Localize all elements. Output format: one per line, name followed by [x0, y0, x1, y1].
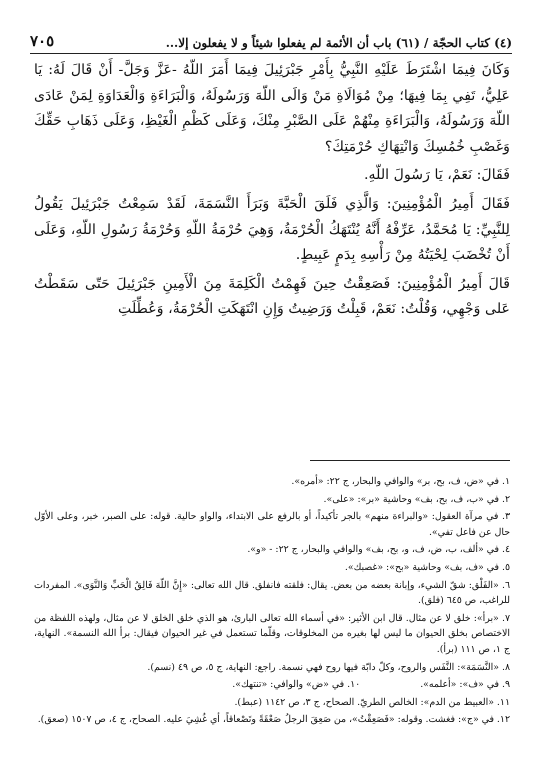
- main-text: [34, 58, 510, 326]
- footnote-pair: [34, 677, 510, 695]
- footnote: ٢. في «ب، ف، بح، بف» وحاشية «بر»: «على».: [323, 493, 510, 505]
- paragraph: فَقَالَ: نَعَمْ، يَا رَسُولَ اللّهِ.: [364, 167, 510, 184]
- footnote: ٦. «الفَلْق: شقّ الشيء، وإبانة بعضه من بعض. يقال: فلقته فانفلق. قال الله تعالى: «إِنَّ اللّهَ فَالِقُ الْحَبِّ وَالنَّوَى». المفردات للراغب، ص ٦٤٥ (فلق).: [34, 579, 510, 607]
- footnote: ١٢. في «ج»: فغشت. وقوله: «فَصَعِقْتُ»، من صَعِقَ الرجلُ صَعْقَةً وتَصْعاقاً، أي غُشِيَ عليه. الصحاح، ج ٤، ص ١٥٠٧ (صعق).: [37, 714, 510, 726]
- footnote: ٣. في مرآة العقول: «والبراءة منهم» بالجر تأكيداً، أو بالرفع على الابتداء، والواو حالية. قوله: على الصبر، خبر، وعلى الأوّل حال عن فاعل تفي».: [34, 511, 510, 538]
- footnote: ٥. في «ف، بف» وحاشية «بح»: «غصبك».: [344, 561, 510, 573]
- chapter-title: (٤) كتاب الحجّة / (٦١) باب أن الأئمة لم يفعلوا شيئاً و لا يفعلون إلا...: [165, 36, 512, 50]
- footnote: ٤. في «ألف، ب، ض، ف، و، بح، بف» والوافي والبحار، ج ٢٢: - «و».: [247, 544, 510, 556]
- paragraph: قَالَ أَمِيرُ الْمُؤْمِنِينَ: فَصَعِقْتُ حِينَ فَهِمْتُ الْكَلِمَةَ مِنَ الْأَمِينِ جَبْرَئِيلَ حَتّى سَقَطْتُ عَلى وَجْهِي، وَقُلْتُ: نَعَمْ، قَبِلْتُ وَرَضِيتُ وَإِنِ انْتَهَكَتِ الْحُرْمَةُ، وَعُطِّلَتِ: [34, 275, 510, 318]
- paragraph: فَقَالَ أَمِيرُ الْمُؤْمِنِينَ: وَالَّذِي فَلَقَ الْحَبَّةَ وَبَرَأَ النَّسَمَةَ، لَقَدْ سَمِعْتُ جَبْرَئِيلَ يَقُولُ لِلنَّبِيِّ: يَا مُحَمَّدُ، عَرِّفْهُ أَنَّهُ يُنْتَهَكُ الْحُرْمَةُ، وَهِيَ حُرْمَةُ اللّهِ وَحُرْمَةُ رَسُولِ اللّهِ، وَعَلَى أَنْ تُخْضَبَ لِحْيَتُهُ مِنْ رَأْسِهِ بِدَمٍ عَبِيطٍ.: [34, 195, 510, 264]
- footnote: ٨. «النَّسَمَة»: النَّفَس والروح، وكلّ دابّة فيها روح فهي نسمة. راجع: النهاية، ج ٥، ص ٤٩ (نسم).: [147, 661, 510, 673]
- footnote: ١٠. في «ض» والوافي: «تنتهك».: [232, 679, 361, 691]
- footnote: ١. في «ض، ف، بح، بر» والوافي والبحار، ج ٢٢: «أمره».: [291, 476, 510, 487]
- paragraph: وَكَانَ فِيمَا اشْتَرَطَ عَلَيْهِ النَّبِيُّ بِأَمْرِ جَبْرَئِيلَ فِيمَا أَمَرَ اللّهُ -عَزَّ وَجَلَّ- أَنْ قَالَ لَهُ: يَا عَلِيُّ، تَفِي بِمَا فِيهَا؛ مِنْ مُوَالَاةِ مَنْ وَالَى اللّهَ وَرَسُولَهُ، وَالْبَرَاءَةِ وَالْعَدَاوَةِ لِمَنْ عَادَى اللّهَ وَرَسُولَهُ، وَالْبَرَاءَةِ مِنْهُمْ عَلَى الصَّبْرِ مِنْكَ، وَعَلَى كَظْمِ الْغَيْظِ، وَعَلَى ذَهَابِ حَقِّكَ وَغَصْبِ خُمُسِكَ وَانْتِهَاكِ حُرْمَتِكَ؟: [34, 62, 510, 155]
- running-header: [30, 22, 512, 54]
- footnote-separator: [310, 460, 510, 461]
- footnote: ١١. «العبيط من الدم»: الخالص الطريّ. الصحاح، ج ٣، ص ١١٤٢ (عبط).: [234, 696, 510, 708]
- footnote: ٧. «برأ»: خلق لا عن مثال. قال ابن الأثير: «في أسماء الله تعالى البارئ، هو الذي خلق الخلق لا عن مثال، ولهذه اللفظة من الاختصاص بخلق الحيوان ما ليس لها بغيره من المخلوقات، وقلّما تستعمل في غير الحيوان فيقال: برأ الله النسمة». النهاية، ج ١، ص ١١١ (برأ).: [34, 612, 510, 655]
- footnotes: [34, 474, 510, 730]
- footnote: ٩. في «ف»: «أعلمه».: [420, 679, 510, 691]
- page-number: ٧٠٥: [30, 32, 55, 50]
